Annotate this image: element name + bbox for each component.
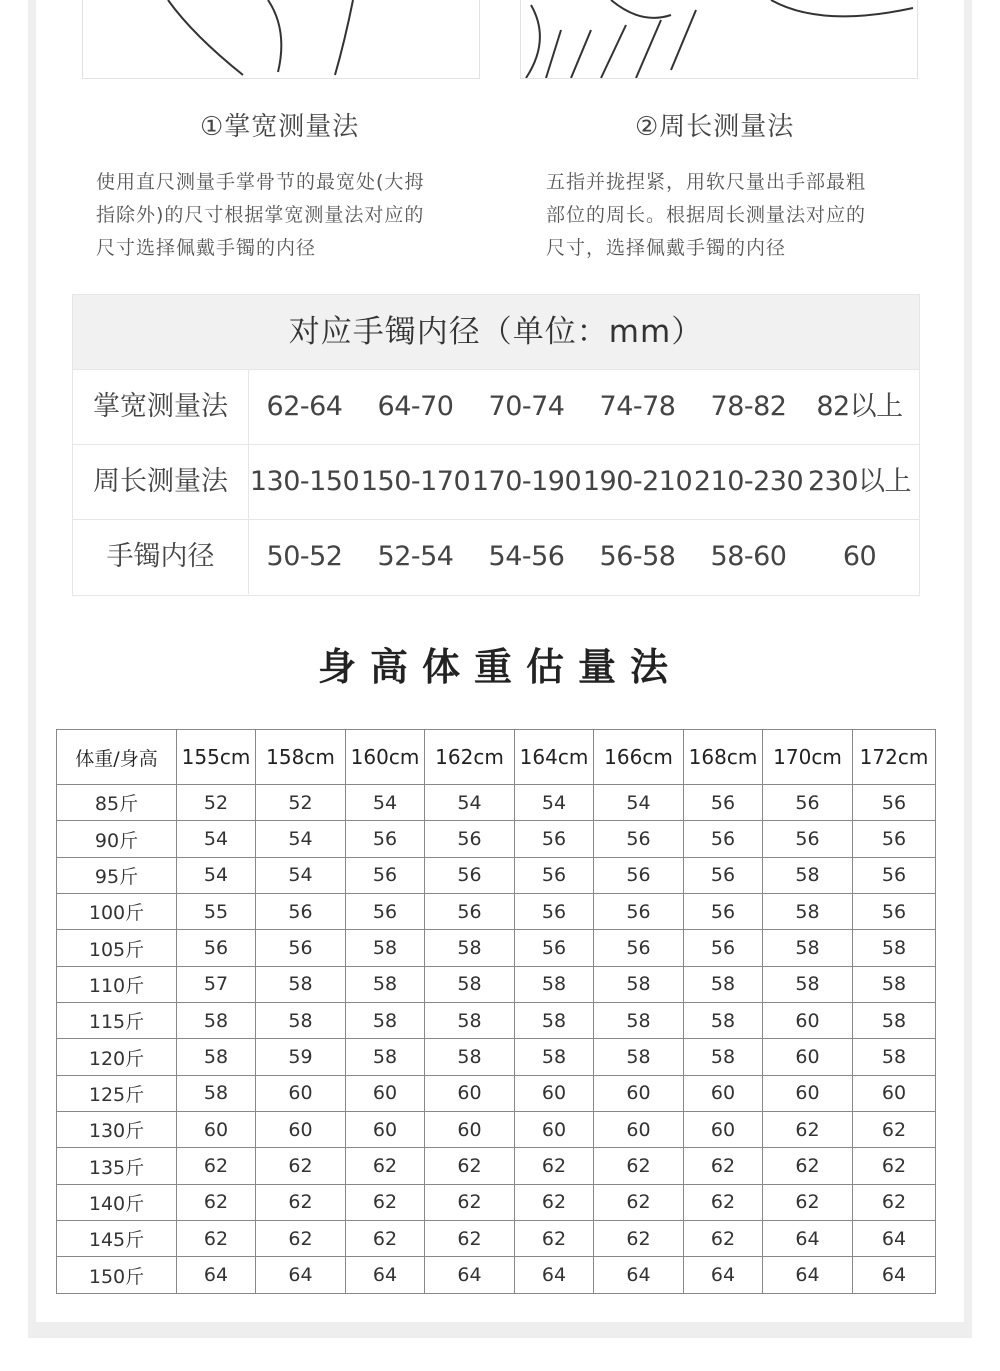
size-cell: 64: [853, 1221, 936, 1257]
size-cell: 62: [684, 1148, 763, 1184]
size-cell: 56: [177, 930, 256, 966]
bracelet-cell: 54-56: [488, 541, 565, 572]
size-cell: 58: [853, 1039, 936, 1075]
size-cell: 56: [425, 857, 515, 893]
table-row: [57, 930, 936, 966]
table-row: [57, 1257, 936, 1294]
size-cell: 62: [256, 1221, 346, 1257]
table-row: [57, 1221, 936, 1257]
size-cell: 58: [763, 930, 853, 966]
size-cell: 60: [256, 1112, 346, 1148]
size-cell: 54: [594, 785, 684, 821]
table-row: [57, 857, 936, 893]
table-row: [57, 785, 936, 821]
size-cell: 62: [515, 1184, 594, 1220]
size-cell: 58: [594, 1003, 684, 1039]
bracelet-row-label: 周长测量法: [73, 445, 249, 519]
method-2-desc-line: 部位的周长。根据周长测量法对应的: [546, 204, 867, 226]
size-cell: 56: [594, 857, 684, 893]
size-cell: 62: [256, 1184, 346, 1220]
bracelet-row-inner-diameter: [73, 519, 919, 594]
size-cell: 58: [425, 966, 515, 1002]
method-2-description: [546, 166, 866, 265]
size-cell: 62: [853, 1112, 936, 1148]
size-cell: 60: [763, 1003, 853, 1039]
size-cell: 56: [684, 821, 763, 857]
height-header: 155cm: [177, 730, 256, 785]
bracelet-cell: 190-210: [582, 466, 693, 497]
size-cell: 56: [763, 821, 853, 857]
size-cell: 60: [346, 1075, 425, 1111]
height-header: 172cm: [853, 730, 936, 785]
size-cell: 58: [684, 966, 763, 1002]
size-cell: 64: [684, 1257, 763, 1294]
height-header: 166cm: [594, 730, 684, 785]
bracelet-cell: 56-58: [599, 541, 676, 572]
size-cell: 58: [256, 1003, 346, 1039]
hand-width-illustration: [82, 0, 480, 79]
table-row: [57, 1112, 936, 1148]
size-cell: 58: [763, 894, 853, 930]
size-cell: 58: [515, 1039, 594, 1075]
size-cell: 62: [763, 1184, 853, 1220]
size-cell: 60: [684, 1112, 763, 1148]
height-header-row: [57, 730, 936, 785]
table-row: [57, 1184, 936, 1220]
size-cell: 54: [425, 785, 515, 821]
size-cell: 56: [425, 821, 515, 857]
size-cell: 58: [346, 1003, 425, 1039]
size-cell: 58: [177, 1003, 256, 1039]
size-cell: 62: [346, 1148, 425, 1184]
size-cell: 62: [177, 1148, 256, 1184]
method-1-description: [96, 166, 424, 265]
size-cell: 56: [346, 894, 425, 930]
size-cell: 56: [515, 857, 594, 893]
weight-label: 135斤: [57, 1148, 177, 1184]
method-2-title: ②周长测量法: [635, 112, 795, 142]
size-cell: 56: [853, 785, 936, 821]
size-cell: 62: [594, 1184, 684, 1220]
weight-label: 115斤: [57, 1003, 177, 1039]
size-cell: 64: [763, 1221, 853, 1257]
bracelet-cell: 82以上: [816, 391, 903, 422]
size-cell: 54: [346, 785, 425, 821]
height-header: 160cm: [346, 730, 425, 785]
table-row: [57, 1003, 936, 1039]
size-cell: 60: [594, 1112, 684, 1148]
size-cell: 62: [853, 1148, 936, 1184]
size-cell: 58: [684, 1039, 763, 1075]
size-cell: 58: [594, 1039, 684, 1075]
size-cell: 54: [256, 857, 346, 893]
bracelet-row-label: 手镯内径: [73, 520, 249, 594]
weight-label: 120斤: [57, 1039, 177, 1075]
size-cell: 59: [256, 1039, 346, 1075]
weight-label: 145斤: [57, 1221, 177, 1257]
size-cell: 60: [425, 1112, 515, 1148]
size-cell: 58: [853, 1003, 936, 1039]
bracelet-cell: 58-60: [710, 541, 787, 572]
size-cell: 54: [177, 857, 256, 893]
size-cell: 58: [346, 966, 425, 1002]
size-cell: 64: [177, 1257, 256, 1294]
size-cell: 64: [763, 1257, 853, 1294]
bracelet-table-title: 对应手镯内径（单位：mm）: [73, 295, 919, 369]
bracelet-size-table: [72, 294, 920, 596]
weight-label: 85斤: [57, 785, 177, 821]
bracelet-cell: 130-150: [249, 466, 360, 497]
bracelet-cell: 74-78: [599, 391, 676, 422]
size-cell: 57: [177, 966, 256, 1002]
bracelet-cell: 230以上: [807, 466, 912, 497]
bracelet-cell: 78-82: [710, 391, 787, 422]
size-cell: 62: [425, 1148, 515, 1184]
size-cell: 56: [853, 894, 936, 930]
size-cell: 60: [256, 1075, 346, 1111]
height-header: 168cm: [684, 730, 763, 785]
bracelet-row-palm: [73, 369, 919, 444]
size-cell: 56: [763, 785, 853, 821]
size-cell: 56: [594, 894, 684, 930]
size-cell: 62: [515, 1148, 594, 1184]
bracelet-cell: 70-74: [488, 391, 565, 422]
size-cell: 64: [425, 1257, 515, 1294]
size-cell: 52: [256, 785, 346, 821]
size-cell: 56: [515, 821, 594, 857]
height-header: 164cm: [515, 730, 594, 785]
size-cell: 56: [515, 894, 594, 930]
size-cell: 58: [256, 966, 346, 1002]
weight-label: 105斤: [57, 930, 177, 966]
method-2-desc-line: 五指并拢捏紧，用软尺量出手部最粗: [546, 171, 867, 193]
size-cell: 52: [177, 785, 256, 821]
method-1-desc-line: 使用直尺测量手掌骨节的最宽处(大拇: [96, 171, 425, 193]
size-cell: 64: [853, 1257, 936, 1294]
size-cell: 62: [594, 1148, 684, 1184]
bracelet-cell: 50-52: [266, 541, 343, 572]
size-cell: 58: [425, 930, 515, 966]
weight-label: 90斤: [57, 821, 177, 857]
size-cell: 56: [684, 857, 763, 893]
weight-label: 110斤: [57, 966, 177, 1002]
size-cell: 64: [256, 1257, 346, 1294]
size-cell: 62: [346, 1184, 425, 1220]
weight-label: 95斤: [57, 857, 177, 893]
size-cell: 62: [425, 1221, 515, 1257]
size-cell: 58: [763, 857, 853, 893]
method-1-desc-line: 指除外)的尺寸根据掌宽测量法对应的: [96, 204, 425, 226]
size-cell: 56: [684, 894, 763, 930]
size-cell: 62: [763, 1112, 853, 1148]
size-cell: 56: [256, 894, 346, 930]
size-cell: 58: [515, 966, 594, 1002]
size-cell: 60: [684, 1075, 763, 1111]
size-cell: 60: [346, 1112, 425, 1148]
size-cell: 62: [515, 1221, 594, 1257]
height-weight-table: [56, 729, 936, 1294]
size-cell: 56: [425, 894, 515, 930]
size-cell: 56: [594, 821, 684, 857]
size-cell: 62: [425, 1184, 515, 1220]
bracelet-cell: 64-70: [377, 391, 454, 422]
size-cell: 56: [346, 821, 425, 857]
height-header: 170cm: [763, 730, 853, 785]
weight-label: 130斤: [57, 1112, 177, 1148]
size-cell: 62: [177, 1184, 256, 1220]
size-cell: 58: [425, 1003, 515, 1039]
table-row: [57, 1075, 936, 1111]
size-cell: 62: [853, 1184, 936, 1220]
size-cell: 62: [763, 1148, 853, 1184]
table-row: [57, 821, 936, 857]
size-cell: 62: [346, 1221, 425, 1257]
size-cell: 58: [346, 1039, 425, 1075]
height-header: 158cm: [256, 730, 346, 785]
bracelet-cell: 60: [842, 541, 877, 572]
table-row: [57, 966, 936, 1002]
size-cell: 64: [594, 1257, 684, 1294]
size-cell: 60: [177, 1112, 256, 1148]
bracelet-cell: 62-64: [266, 391, 343, 422]
size-cell: 58: [594, 966, 684, 1002]
size-cell: 56: [853, 857, 936, 893]
bracelet-cell: 170-190: [471, 466, 582, 497]
weight-label: 150斤: [57, 1257, 177, 1294]
size-cell: 62: [177, 1221, 256, 1257]
method-1-desc-line: 尺寸选择佩戴手镯的内径: [96, 237, 317, 259]
size-cell: 58: [177, 1075, 256, 1111]
weight-label: 125斤: [57, 1075, 177, 1111]
size-cell: 60: [853, 1075, 936, 1111]
size-cell: 56: [853, 821, 936, 857]
size-cell: 58: [853, 966, 936, 1002]
size-cell: 60: [515, 1112, 594, 1148]
size-cell: 58: [853, 930, 936, 966]
size-cell: 60: [515, 1075, 594, 1111]
size-cell: 62: [256, 1148, 346, 1184]
size-cell: 56: [684, 785, 763, 821]
size-cell: 58: [684, 1003, 763, 1039]
table-row: [57, 1039, 936, 1075]
bracelet-row-circumference: [73, 444, 919, 519]
hand-circumference-illustration: [520, 0, 918, 79]
size-cell: 60: [763, 1075, 853, 1111]
size-cell: 62: [594, 1221, 684, 1257]
height-weight-section-title: 身高体重估量法: [317, 645, 682, 689]
size-cell: 56: [346, 857, 425, 893]
size-cell: 55: [177, 894, 256, 930]
size-cell: 62: [684, 1221, 763, 1257]
size-cell: 60: [594, 1075, 684, 1111]
size-cell: 58: [346, 930, 425, 966]
size-cell: 62: [684, 1184, 763, 1220]
method-1-title: ①掌宽测量法: [200, 112, 360, 142]
size-cell: 56: [594, 930, 684, 966]
size-cell: 54: [177, 821, 256, 857]
size-cell: 64: [346, 1257, 425, 1294]
bracelet-row-label: 掌宽测量法: [73, 370, 249, 444]
weight-label: 100斤: [57, 894, 177, 930]
table-row: [57, 1148, 936, 1184]
method-2-desc-line: 尺寸，选择佩戴手镯的内径: [546, 237, 787, 259]
height-weight-table-body: [57, 785, 936, 1294]
size-cell: 58: [177, 1039, 256, 1075]
size-cell: 56: [256, 930, 346, 966]
bracelet-cell: 52-54: [377, 541, 454, 572]
height-header: 162cm: [425, 730, 515, 785]
weight-label: 140斤: [57, 1184, 177, 1220]
size-cell: 54: [515, 785, 594, 821]
size-cell: 58: [425, 1039, 515, 1075]
size-cell: 56: [684, 930, 763, 966]
size-cell: 54: [256, 821, 346, 857]
size-cell: 60: [763, 1039, 853, 1075]
table-row: [57, 894, 936, 930]
corner-header: 体重/身高: [57, 730, 177, 785]
bracelet-cell: 150-170: [360, 466, 471, 497]
bracelet-cell: 210-230: [693, 466, 804, 497]
size-cell: 58: [515, 1003, 594, 1039]
size-cell: 58: [763, 966, 853, 1002]
size-cell: 60: [425, 1075, 515, 1111]
size-cell: 56: [515, 930, 594, 966]
size-cell: 64: [515, 1257, 594, 1294]
